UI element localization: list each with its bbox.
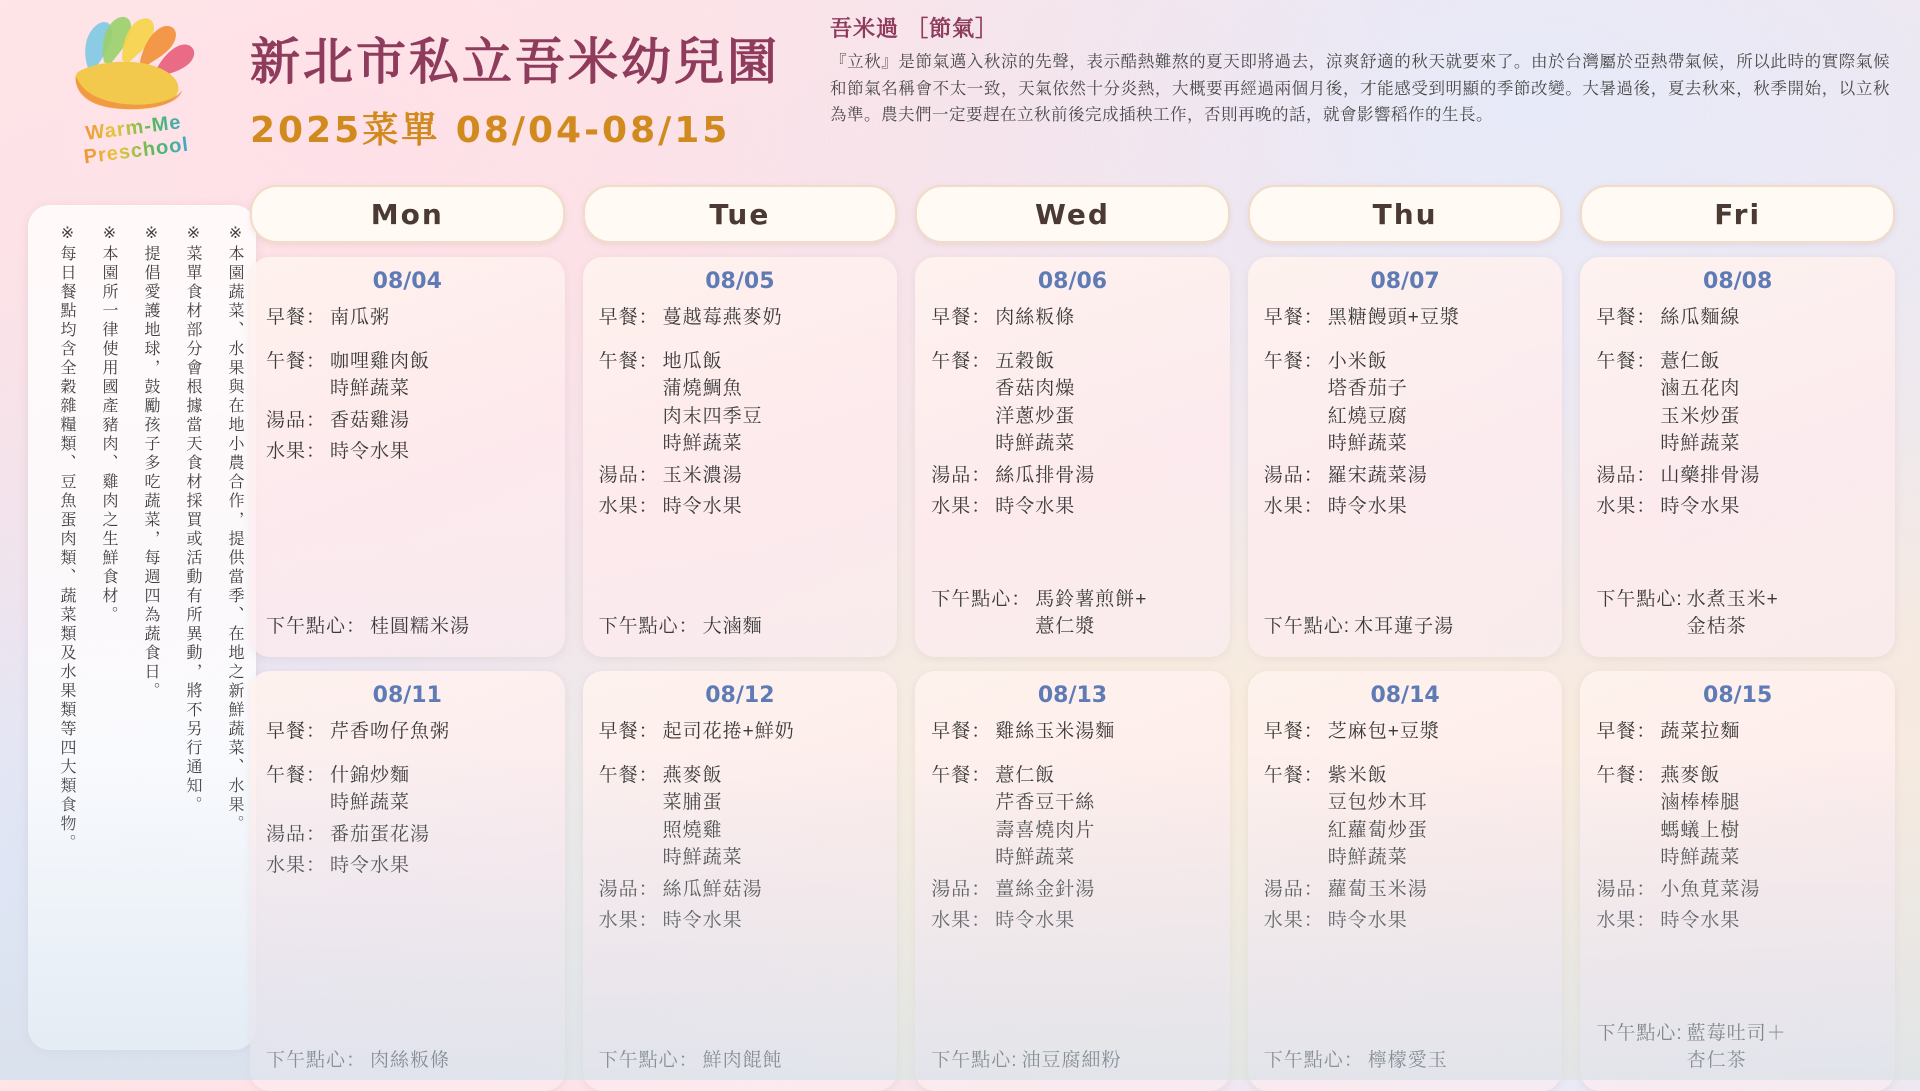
fruit-label: 水果： bbox=[1263, 496, 1324, 518]
snack-label: 下午點心： bbox=[598, 1050, 699, 1072]
menu-item: 山藥排骨湯 bbox=[1660, 464, 1761, 486]
breakfast-row bbox=[1596, 718, 1879, 746]
snack-items bbox=[703, 613, 763, 641]
snack-items bbox=[1687, 1020, 1787, 1075]
card-date: 08/05 bbox=[705, 269, 775, 294]
menu-item: 豆包炒木耳 bbox=[1327, 792, 1428, 814]
snack-items bbox=[1035, 586, 1147, 641]
menu-item: 壽喜燒肉片 bbox=[995, 819, 1096, 841]
soup-row bbox=[266, 821, 549, 849]
menu-item: 肉絲粄條 bbox=[370, 1050, 451, 1072]
breakfast-label: 早餐： bbox=[1263, 721, 1324, 742]
menu-item: 肉末四季豆 bbox=[662, 405, 763, 427]
note-item: ※每日餐點均含全穀雜糧類、豆魚蛋肉類、蔬菜類及水果類等四大類食物。 bbox=[58, 223, 75, 853]
logo-icon bbox=[60, 10, 210, 115]
notes-panel bbox=[28, 205, 256, 1050]
soup-items bbox=[995, 462, 1095, 490]
breakfast-label: 早餐： bbox=[598, 307, 659, 328]
soup-items bbox=[1660, 876, 1760, 904]
menu-item: 檸檬愛玉 bbox=[1367, 1050, 1448, 1072]
fruit-label: 水果： bbox=[1263, 910, 1324, 932]
breakfast-row bbox=[1264, 304, 1547, 332]
day-card bbox=[1580, 257, 1895, 657]
fruit-row bbox=[1264, 907, 1547, 935]
lunch-row bbox=[266, 762, 549, 817]
lunch-label: 午餐： bbox=[598, 350, 659, 372]
lunch-row bbox=[1596, 762, 1879, 872]
day-card bbox=[1580, 671, 1895, 1091]
lunch-row bbox=[1264, 762, 1547, 872]
menu-item: 羅宋蔬菜湯 bbox=[1327, 464, 1428, 486]
card-date: 08/07 bbox=[1370, 269, 1440, 294]
notice-body: 『立秋』是節氣邁入秋涼的先聲，表示酷熱難熬的夏天即將過去，涼爽舒適的秋天就要來了。由於台灣屬於亞熱帶氣候，所以此時的實際氣候和節氣名稱會不太一致，天氣依然十分炎熱，大概要再經過兩個月後，才能感受到明顯的季節改變。大暑過後，夏去秋來，秋季開始，以立秋為準。農夫們一定要趕在立秋前後完成插秧工作，否則再晚的話，就會影響稻作的生長。 bbox=[830, 53, 1890, 125]
snack-row bbox=[599, 1047, 884, 1075]
note-item: ※本園蔬菜、水果與在地小農合作，提供當季、在地之新鮮蔬菜、水果。 bbox=[226, 223, 243, 834]
menu-item: 杏仁茶 bbox=[1686, 1050, 1747, 1072]
snack-row bbox=[1596, 586, 1881, 641]
fruit-label: 水果： bbox=[931, 910, 992, 932]
lunch-items bbox=[330, 348, 430, 403]
menu-item: 菜脯蛋 bbox=[662, 792, 723, 814]
menu-item: 紅燒豆腐 bbox=[1327, 405, 1408, 427]
breakfast-items bbox=[1660, 718, 1740, 746]
note-item: ※本園所一律使用國產豬肉、雞肉之生鮮食材。 bbox=[100, 223, 117, 625]
soup-row bbox=[266, 407, 549, 435]
breakfast-items bbox=[663, 304, 783, 332]
school-logo bbox=[40, 10, 230, 180]
soup-label: 湯品： bbox=[598, 464, 659, 486]
weekday-mon: Mon bbox=[250, 185, 565, 243]
day-card bbox=[250, 257, 565, 657]
menu-item: 蔓越莓燕麥奶 bbox=[662, 307, 783, 328]
menu-item: 燕麥飯 bbox=[662, 764, 723, 786]
fruit-items bbox=[663, 907, 743, 935]
breakfast-row bbox=[931, 718, 1214, 746]
fruit-label: 水果： bbox=[598, 910, 659, 932]
breakfast-items bbox=[1328, 304, 1460, 332]
snack-items bbox=[1021, 1047, 1121, 1075]
menu-item: 薏仁飯 bbox=[1660, 350, 1721, 372]
day-card bbox=[915, 257, 1230, 657]
lunch-row bbox=[931, 348, 1214, 458]
breakfast-items bbox=[330, 718, 450, 746]
snack-label: 下午點心： bbox=[266, 1050, 367, 1072]
lunch-label: 午餐： bbox=[266, 350, 327, 372]
snack-row bbox=[1264, 613, 1549, 641]
fruit-row bbox=[599, 907, 882, 935]
breakfast-row bbox=[266, 718, 549, 746]
snack-items bbox=[703, 1047, 783, 1075]
menu-item: 芝麻包+豆漿 bbox=[1327, 721, 1440, 742]
fruit-row bbox=[931, 907, 1214, 935]
weekday-thu: Thu bbox=[1248, 185, 1563, 243]
menu-item: 香菇肉燥 bbox=[995, 378, 1076, 400]
soup-row bbox=[599, 462, 882, 490]
card-date: 08/08 bbox=[1703, 269, 1773, 294]
fruit-items bbox=[1660, 493, 1740, 521]
menu-item: 玉米濃湯 bbox=[662, 464, 743, 486]
soup-label: 湯品： bbox=[931, 464, 992, 486]
fruit-row bbox=[599, 493, 882, 521]
fruit-items bbox=[1328, 493, 1408, 521]
menu-item: 絲瓜麵線 bbox=[1660, 307, 1741, 328]
breakfast-label: 早餐： bbox=[1596, 307, 1657, 328]
card-date: 08/15 bbox=[1703, 683, 1773, 708]
fruit-items bbox=[330, 438, 410, 466]
menu-item: 地瓜飯 bbox=[662, 350, 723, 372]
lunch-label: 午餐： bbox=[598, 764, 659, 786]
snack-label: 下午點心: bbox=[1596, 1022, 1683, 1044]
lunch-row bbox=[1596, 348, 1879, 458]
lunch-label: 午餐： bbox=[1596, 764, 1657, 786]
snack-row bbox=[266, 1047, 551, 1075]
soup-label: 湯品： bbox=[1263, 464, 1324, 486]
menu-item: 薏仁飯 bbox=[995, 764, 1056, 786]
snack-items bbox=[1354, 613, 1454, 641]
menu-item: 螞蟻上樹 bbox=[1660, 819, 1741, 841]
fruit-label: 水果： bbox=[1596, 496, 1657, 518]
weekday-header-row bbox=[250, 185, 1895, 243]
fruit-label: 水果： bbox=[266, 855, 327, 877]
snack-label: 下午點心： bbox=[931, 588, 1032, 610]
soup-row bbox=[931, 876, 1214, 904]
menu-item: 雞絲玉米湯麵 bbox=[995, 721, 1116, 742]
menu-item: 絲瓜排骨湯 bbox=[995, 464, 1096, 486]
note-item: ※菜單食材部分會根據當天食材採買或活動有所異動，將不另行通知。 bbox=[184, 223, 201, 815]
lunch-row bbox=[599, 348, 882, 458]
card-date: 08/12 bbox=[705, 683, 775, 708]
lunch-items bbox=[1660, 762, 1740, 872]
menu-item: 什錦炒麵 bbox=[330, 764, 411, 786]
menu-item: 時鮮蔬菜 bbox=[330, 792, 411, 814]
menu-item: 時令水果 bbox=[1660, 910, 1741, 932]
lunch-row bbox=[599, 762, 882, 872]
soup-items bbox=[1328, 876, 1428, 904]
fruit-items bbox=[330, 852, 410, 880]
menu-item: 蔬菜拉麵 bbox=[1660, 721, 1741, 742]
breakfast-items bbox=[995, 718, 1115, 746]
lunch-row bbox=[1264, 348, 1547, 458]
soup-label: 湯品： bbox=[598, 878, 659, 900]
menu-item: 時鮮蔬菜 bbox=[662, 847, 743, 869]
lunch-items bbox=[995, 762, 1095, 872]
breakfast-items bbox=[1660, 304, 1740, 332]
menu-item: 時令水果 bbox=[662, 910, 743, 932]
lunch-label: 午餐： bbox=[931, 764, 992, 786]
header-titles bbox=[250, 22, 780, 153]
snack-label: 下午點心: bbox=[1596, 588, 1683, 610]
lunch-items bbox=[995, 348, 1075, 458]
weekday-wed: Wed bbox=[915, 185, 1230, 243]
logo-wordmark: Warm-Me Preschool bbox=[38, 106, 232, 175]
day-card bbox=[250, 671, 565, 1091]
soup-items bbox=[663, 876, 763, 904]
menu-item: 燕麥飯 bbox=[1660, 764, 1721, 786]
menu-item: 照燒雞 bbox=[662, 819, 723, 841]
menu-item: 蒲燒鯛魚 bbox=[662, 378, 743, 400]
fruit-row bbox=[266, 438, 549, 466]
seasonal-notice bbox=[830, 12, 1890, 129]
snack-label: 下午點心: bbox=[931, 1050, 1018, 1072]
lunch-label: 午餐： bbox=[266, 764, 327, 786]
menu-item: 時鮮蔬菜 bbox=[1327, 433, 1408, 455]
menu-item: 時鮮蔬菜 bbox=[1660, 433, 1741, 455]
menu-item: 時令水果 bbox=[330, 855, 411, 877]
menu-item: 洋蔥炒蛋 bbox=[995, 405, 1076, 427]
breakfast-row bbox=[266, 304, 549, 332]
menu-item: 肉絲粄條 bbox=[995, 307, 1076, 328]
day-card bbox=[583, 257, 898, 657]
menu-item: 玉米炒蛋 bbox=[1660, 405, 1741, 427]
fruit-items bbox=[995, 907, 1075, 935]
menu-item: 五穀飯 bbox=[995, 350, 1056, 372]
menu-item: 番茄蛋花湯 bbox=[330, 823, 431, 845]
page-title: 新北市私立吾米幼兒園 bbox=[250, 33, 780, 91]
lunch-items bbox=[1328, 762, 1428, 872]
soup-items bbox=[1660, 462, 1760, 490]
weekday-tue: Tue bbox=[583, 185, 898, 243]
menu-item: 南瓜粥 bbox=[330, 307, 391, 328]
snack-items bbox=[1687, 586, 1779, 641]
menu-item: 小魚莧菜湯 bbox=[1660, 878, 1761, 900]
fruit-row bbox=[1596, 907, 1879, 935]
breakfast-label: 早餐： bbox=[931, 721, 992, 742]
menu-item: 芹香豆干絲 bbox=[995, 792, 1096, 814]
lunch-row bbox=[266, 348, 549, 403]
breakfast-row bbox=[1264, 718, 1547, 746]
day-card bbox=[1248, 257, 1563, 657]
weekday-fri: Fri bbox=[1580, 185, 1895, 243]
menu-item: 絲瓜鮮菇湯 bbox=[662, 878, 763, 900]
menu-item: 時鮮蔬菜 bbox=[1327, 847, 1408, 869]
fruit-items bbox=[995, 493, 1075, 521]
snack-row bbox=[266, 613, 551, 641]
soup-items bbox=[663, 462, 743, 490]
menu-item: 時令水果 bbox=[1327, 910, 1408, 932]
soup-label: 湯品： bbox=[931, 878, 992, 900]
card-date: 08/13 bbox=[1037, 683, 1108, 708]
snack-items bbox=[370, 1047, 450, 1075]
fruit-items bbox=[663, 493, 743, 521]
soup-label: 湯品： bbox=[1596, 878, 1657, 900]
menu-item: 紫米飯 bbox=[1327, 764, 1388, 786]
menu-item: 時鮮蔬菜 bbox=[1660, 847, 1741, 869]
menu-item: 金桔茶 bbox=[1686, 616, 1747, 638]
breakfast-row bbox=[599, 718, 882, 746]
lunch-label: 午餐： bbox=[931, 350, 992, 372]
menu-item: 起司花捲+鮮奶 bbox=[662, 721, 795, 742]
menu-item: 時鮮蔬菜 bbox=[995, 433, 1076, 455]
menu-item: 水煮玉米+ bbox=[1686, 588, 1779, 610]
snack-label: 下午點心： bbox=[598, 616, 699, 638]
menu-item: 藍莓吐司＋ bbox=[1686, 1022, 1787, 1044]
menu-item: 時鮮蔬菜 bbox=[330, 378, 411, 400]
menu-item: 咖哩雞肉飯 bbox=[330, 350, 431, 372]
menu-item: 桂圓糯米湯 bbox=[370, 616, 471, 638]
lunch-items bbox=[663, 762, 743, 872]
menu-item: 薑絲金針湯 bbox=[995, 878, 1096, 900]
breakfast-row bbox=[599, 304, 882, 332]
fruit-label: 水果： bbox=[931, 496, 992, 518]
menu-grid bbox=[250, 185, 1895, 1091]
lunch-items bbox=[1660, 348, 1740, 458]
notice-title: 吾米過 ［節氣］ bbox=[830, 16, 999, 41]
fruit-items bbox=[1328, 907, 1408, 935]
fruit-row bbox=[266, 852, 549, 880]
week-row-2 bbox=[250, 671, 1895, 1091]
day-card bbox=[583, 671, 898, 1091]
soup-row bbox=[1596, 462, 1879, 490]
fruit-label: 水果： bbox=[598, 496, 659, 518]
lunch-row bbox=[931, 762, 1214, 872]
card-date: 08/04 bbox=[372, 269, 442, 294]
breakfast-row bbox=[1596, 304, 1879, 332]
menu-item: 時令水果 bbox=[995, 910, 1076, 932]
soup-row bbox=[1596, 876, 1879, 904]
snack-row bbox=[931, 586, 1216, 641]
snack-row bbox=[931, 1047, 1216, 1075]
menu-item: 黑糖饅頭+豆漿 bbox=[1327, 307, 1460, 328]
menu-item: 油豆腐細粉 bbox=[1021, 1050, 1122, 1072]
soup-row bbox=[1264, 462, 1547, 490]
breakfast-items bbox=[1328, 718, 1440, 746]
menu-item: 時鮮蔬菜 bbox=[662, 433, 743, 455]
day-card bbox=[1248, 671, 1563, 1091]
soup-row bbox=[599, 876, 882, 904]
menu-item: 時令水果 bbox=[330, 441, 411, 463]
lunch-label: 午餐： bbox=[1263, 764, 1324, 786]
fruit-row bbox=[931, 493, 1214, 521]
breakfast-label: 早餐： bbox=[931, 307, 992, 328]
breakfast-items bbox=[330, 304, 390, 332]
snack-items bbox=[1368, 1047, 1448, 1075]
menu-item: 時令水果 bbox=[1327, 496, 1408, 518]
breakfast-label: 早餐： bbox=[266, 307, 327, 328]
snack-label: 下午點心： bbox=[266, 616, 367, 638]
snack-items bbox=[370, 613, 470, 641]
soup-label: 湯品： bbox=[266, 409, 327, 431]
snack-row bbox=[1596, 1020, 1881, 1075]
soup-items bbox=[1328, 462, 1428, 490]
snack-row bbox=[1264, 1047, 1549, 1075]
breakfast-label: 早餐： bbox=[598, 721, 659, 742]
lunch-label: 午餐： bbox=[1596, 350, 1657, 372]
menu-item: 紅蘿蔔炒蛋 bbox=[1327, 819, 1428, 841]
menu-item: 薏仁漿 bbox=[1035, 616, 1096, 638]
fruit-row bbox=[1596, 493, 1879, 521]
card-date: 08/11 bbox=[372, 683, 442, 708]
lunch-items bbox=[663, 348, 763, 458]
menu-item: 塔香茄子 bbox=[1327, 378, 1408, 400]
fruit-row bbox=[1264, 493, 1547, 521]
lunch-items bbox=[330, 762, 410, 817]
lunch-label: 午餐： bbox=[1263, 350, 1324, 372]
week-row-1 bbox=[250, 257, 1895, 657]
fruit-label: 水果： bbox=[266, 441, 327, 463]
menu-item: 芹香吻仔魚粥 bbox=[330, 721, 451, 742]
breakfast-row bbox=[931, 304, 1214, 332]
breakfast-items bbox=[663, 718, 795, 746]
snack-row bbox=[599, 613, 884, 641]
soup-row bbox=[1264, 876, 1547, 904]
snack-label: 下午點心: bbox=[1263, 616, 1351, 638]
breakfast-label: 早餐： bbox=[266, 721, 327, 742]
menu-item: 時令水果 bbox=[1660, 496, 1741, 518]
menu-item: 鮮肉餛飩 bbox=[702, 1050, 783, 1072]
breakfast-items bbox=[995, 304, 1075, 332]
menu-item: 蘿蔔玉米湯 bbox=[1327, 878, 1428, 900]
menu-item: 滷五花肉 bbox=[1660, 378, 1741, 400]
menu-item: 大滷麵 bbox=[702, 616, 763, 638]
day-card bbox=[915, 671, 1230, 1091]
card-date: 08/06 bbox=[1037, 269, 1108, 294]
soup-items bbox=[330, 821, 430, 849]
menu-item: 馬鈴薯煎餅+ bbox=[1035, 588, 1148, 610]
menu-item: 小米飯 bbox=[1327, 350, 1388, 372]
card-date: 08/14 bbox=[1370, 683, 1440, 708]
menu-item: 時鮮蔬菜 bbox=[995, 847, 1076, 869]
menu-item: 時令水果 bbox=[662, 496, 743, 518]
soup-label: 湯品： bbox=[266, 823, 327, 845]
fruit-items bbox=[1660, 907, 1740, 935]
lunch-items bbox=[1328, 348, 1408, 458]
fruit-label: 水果： bbox=[1596, 910, 1657, 932]
menu-subtitle: 2025菜單 08/04-08/15 bbox=[250, 110, 731, 151]
menu-item: 香菇雞湯 bbox=[330, 409, 411, 431]
snack-label: 下午點心： bbox=[1263, 1050, 1364, 1072]
menu-item: 時令水果 bbox=[995, 496, 1076, 518]
menu-item: 木耳蓮子湯 bbox=[1354, 616, 1455, 638]
breakfast-label: 早餐： bbox=[1596, 721, 1657, 742]
menu-item: 滷棒棒腿 bbox=[1660, 792, 1741, 814]
note-item: ※提倡愛護地球，鼓勵孩子多吃蔬菜，每週四為蔬食日。 bbox=[142, 223, 159, 701]
soup-label: 湯品： bbox=[1596, 464, 1657, 486]
soup-items bbox=[330, 407, 410, 435]
soup-items bbox=[995, 876, 1095, 904]
soup-label: 湯品： bbox=[1263, 878, 1324, 900]
soup-row bbox=[931, 462, 1214, 490]
breakfast-label: 早餐： bbox=[1263, 307, 1324, 328]
